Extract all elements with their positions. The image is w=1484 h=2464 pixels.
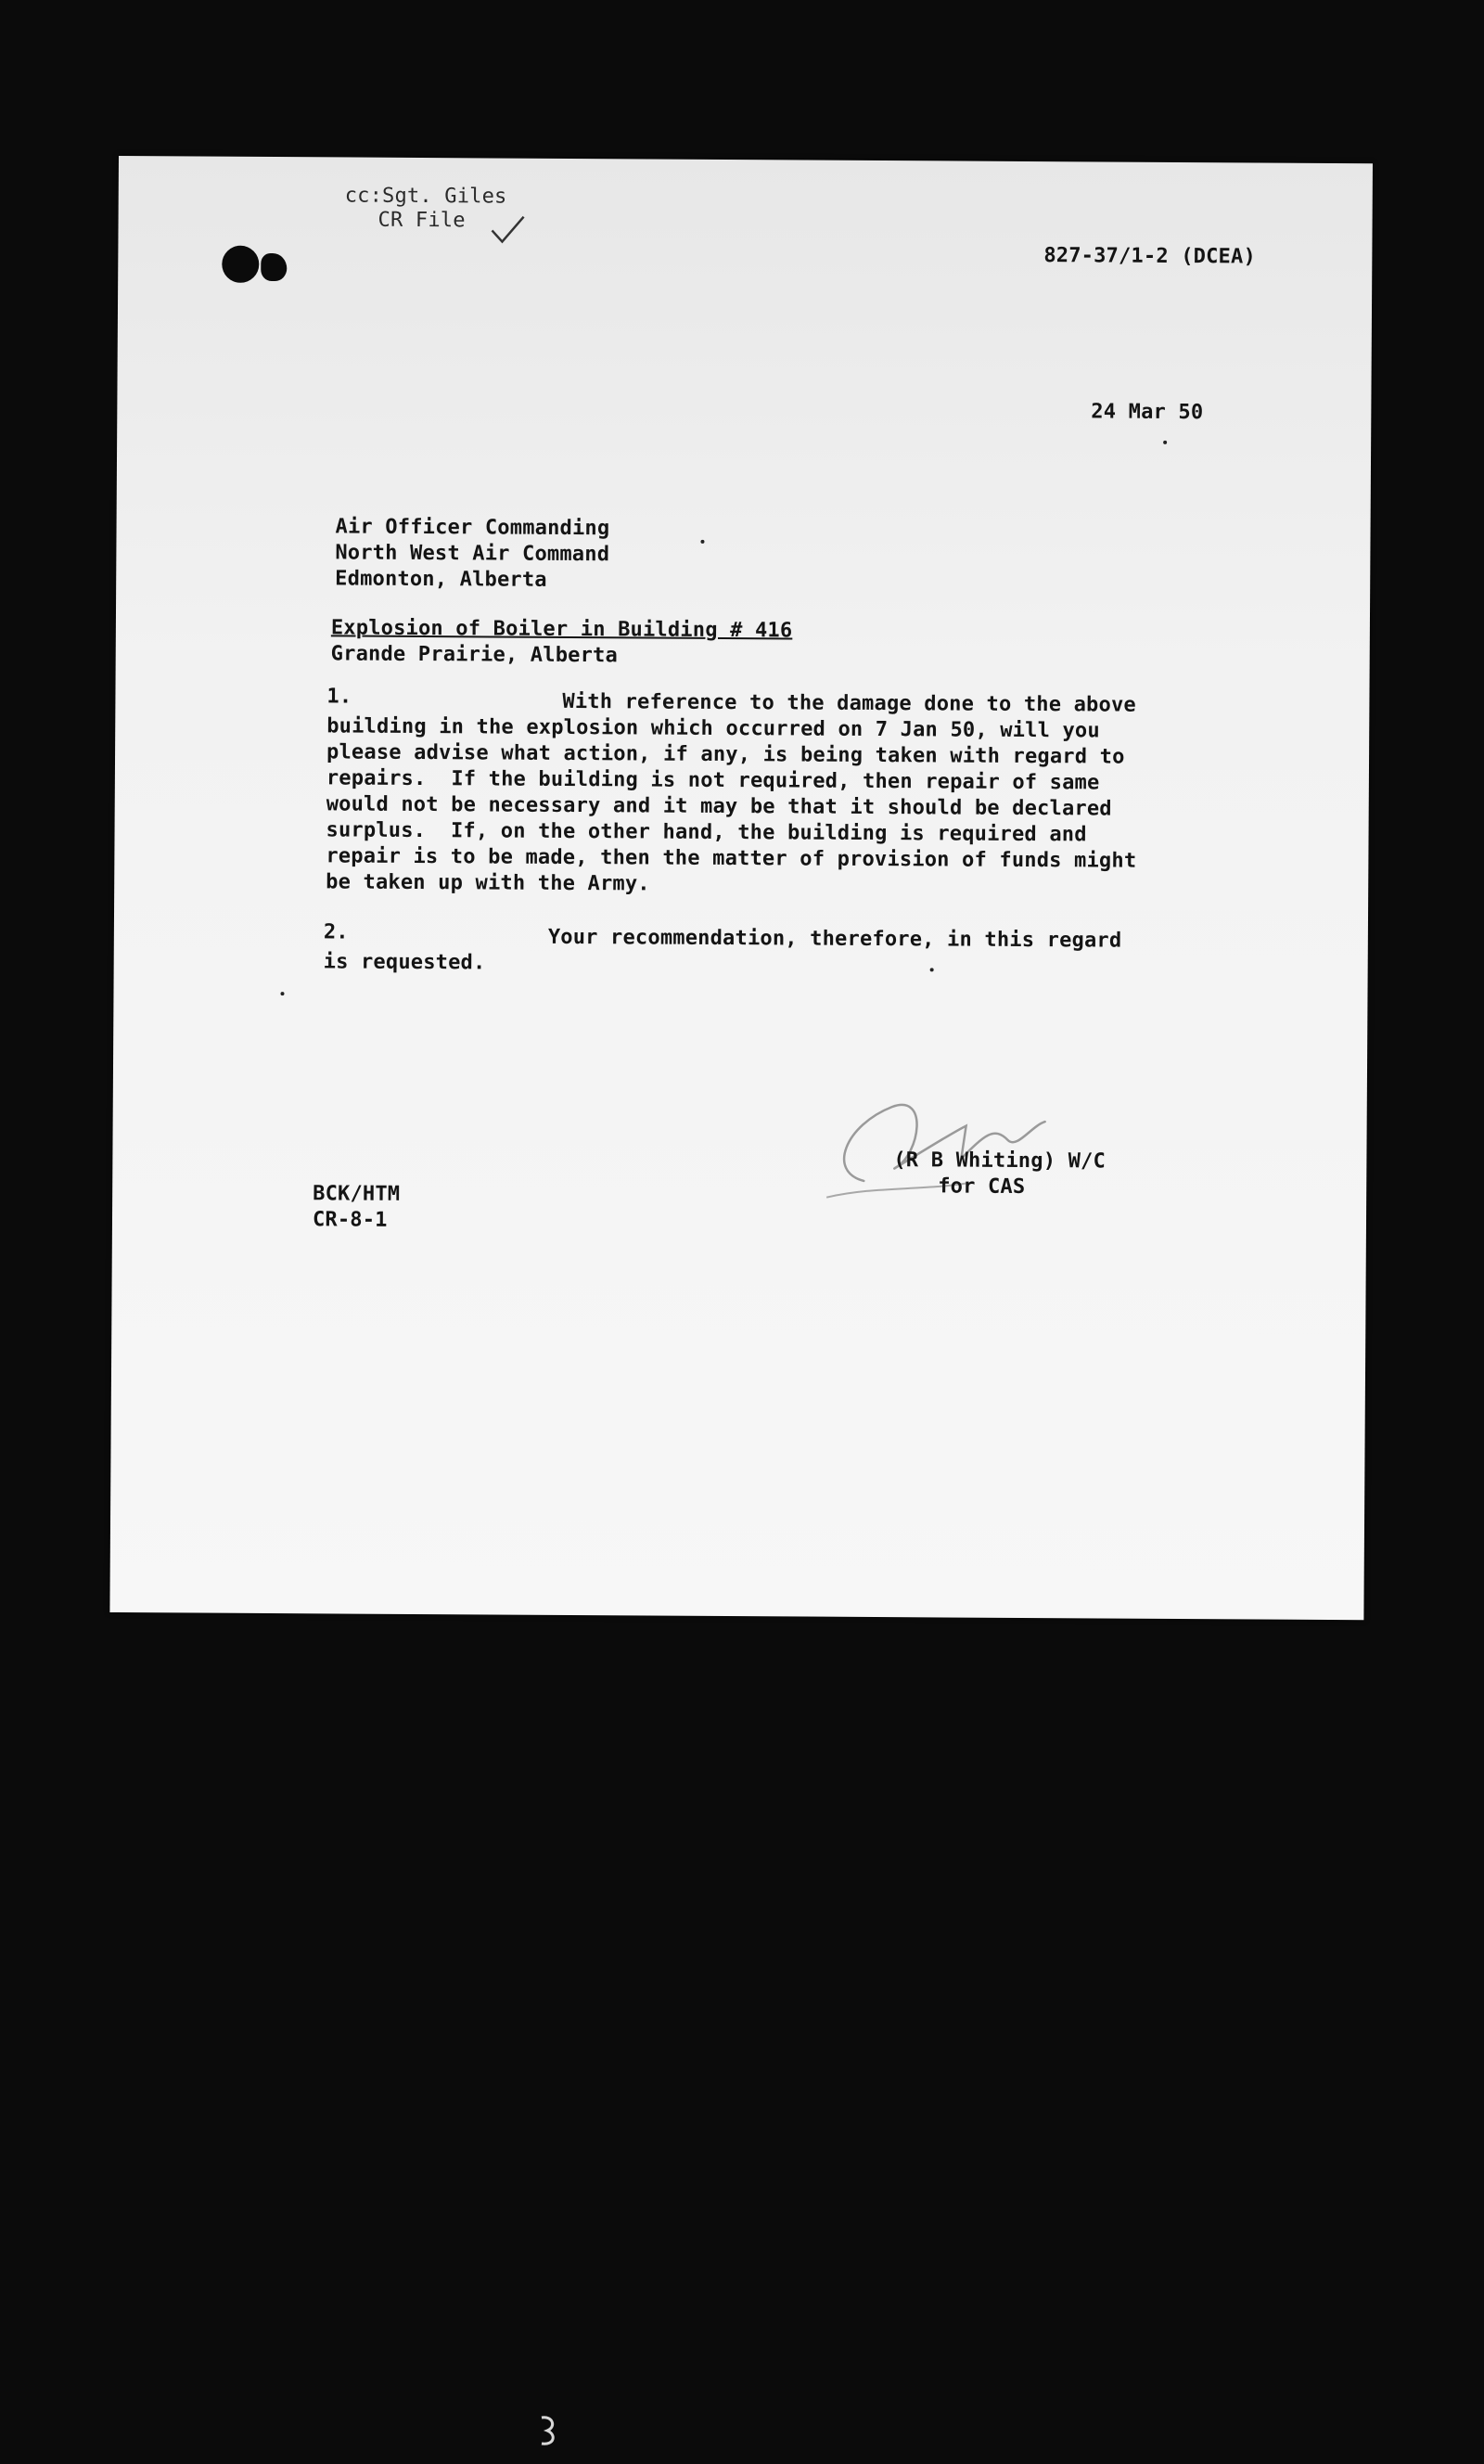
addressee-line-3: Edmonton, Alberta — [335, 567, 547, 592]
paragraph-1-line-3: please advise what action, if any, is being taken with regard to — [326, 740, 1125, 769]
paragraph-1-line-7: repair is to be made, then the matter of provision of funds might — [326, 844, 1137, 873]
paragraph-2-line-1: Your recommendation, therefore, in this regard — [547, 925, 1122, 953]
paragraph-1-line-2: building in the explosion which occurred on 7 Jan 50, will you — [326, 714, 1100, 743]
typist-initials: BCK/HTM — [313, 1182, 401, 1206]
paragraph-2-line-2: is requested. — [323, 950, 486, 975]
paragraph-1-line-5: would not be necessary and it may be that it should be declared — [326, 792, 1112, 821]
paper-speck — [1163, 441, 1167, 444]
file-code: CR-8-1 — [312, 1208, 388, 1232]
paragraph-1-line-1: With reference to the damage done to the above — [562, 689, 1136, 717]
paragraph-1-number: 1. — [326, 685, 352, 709]
signature-on-behalf: for CAS — [938, 1174, 1026, 1199]
file-reference: 827-37/1-2 (DCEA) — [1043, 244, 1257, 269]
signature-name: (R B Whiting) W/C — [893, 1149, 1107, 1174]
paper-speck — [930, 968, 934, 971]
punch-hole-torn — [261, 253, 287, 281]
film-frame-mark — [534, 2412, 562, 2449]
letter-date: 24 Mar 50 — [1091, 400, 1204, 425]
cc-line-2: CR File — [377, 208, 466, 233]
paragraph-1-line-6: surplus. If, on the other hand, the building is required and — [326, 818, 1087, 847]
paper-speck — [700, 540, 704, 544]
checkmark-icon — [489, 213, 526, 245]
paragraph-1-line-8: be taken up with the Army. — [326, 870, 650, 896]
cc-line-1: cc:Sgt. Giles — [344, 184, 507, 209]
document-page — [109, 156, 1373, 1620]
paper-speck — [280, 992, 284, 995]
punch-hole — [222, 246, 259, 283]
paragraph-1-line-4: repairs. If the building is not required, then repair of same — [326, 766, 1100, 795]
paragraph-2-number: 2. — [323, 920, 349, 944]
subject-line-1: Explosion of Boiler in Building # 416 — [330, 616, 793, 643]
subject-line-2: Grande Prairie, Alberta — [330, 642, 619, 668]
addressee-line-1: Air Officer Commanding — [335, 515, 610, 541]
addressee-line-2: North West Air Command — [335, 541, 610, 567]
